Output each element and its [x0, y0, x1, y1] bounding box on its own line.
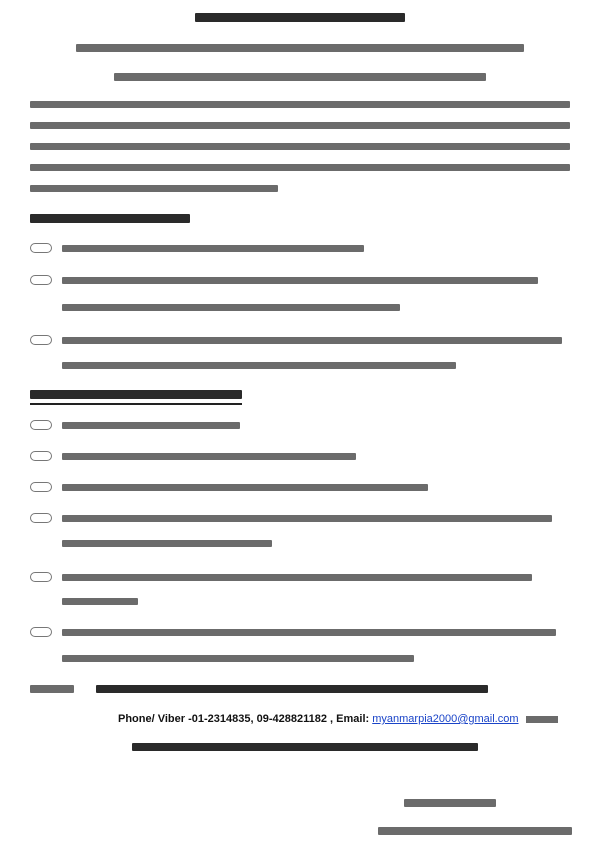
announcement-title	[114, 73, 486, 81]
item-number	[30, 451, 52, 461]
text-line	[62, 484, 428, 491]
text-line	[62, 629, 556, 636]
text-line	[30, 185, 278, 192]
text-line	[62, 304, 400, 311]
text-line	[30, 122, 570, 129]
email-label: Email:	[336, 713, 370, 725]
heading-underline	[30, 403, 242, 405]
item-number	[30, 420, 52, 430]
phone-label: Phone/ Viber	[118, 713, 186, 725]
event-subtitle	[76, 44, 524, 52]
text-line	[62, 245, 364, 252]
item-number	[30, 335, 52, 345]
signature-by	[404, 799, 496, 807]
signature-organization	[378, 827, 572, 835]
text-line	[62, 540, 272, 547]
item-number	[30, 243, 52, 253]
text-line	[30, 143, 570, 150]
closing-line	[132, 743, 478, 751]
text-line	[62, 598, 138, 605]
section-heading-applicants	[30, 390, 242, 399]
text-line	[62, 655, 414, 662]
item-number	[30, 275, 52, 285]
section-heading-candidates	[30, 214, 190, 223]
text-line	[62, 337, 562, 344]
item-number	[30, 513, 52, 523]
note-text	[96, 685, 488, 693]
text-line	[62, 574, 532, 581]
item-number	[30, 482, 52, 492]
note-label	[30, 685, 74, 693]
phone-numbers: -01-2314835, 09-428821182	[188, 713, 327, 725]
email-link[interactable]: myanmarpia2000@gmail.com	[372, 713, 519, 725]
text-line	[62, 515, 552, 522]
text-line	[62, 453, 356, 460]
text-line	[30, 101, 570, 108]
organization-title	[195, 13, 405, 22]
item-number	[30, 572, 52, 582]
item-number	[30, 627, 52, 637]
contact-line: Phone/ Viber -01-2314835, 09-428821182 , Email: myanmarpia2000@gmail.com	[118, 713, 558, 725]
text-line	[62, 362, 456, 369]
text-line	[62, 277, 538, 284]
text-line	[30, 164, 570, 171]
contact-suffix	[526, 716, 558, 723]
text-line	[62, 422, 240, 429]
